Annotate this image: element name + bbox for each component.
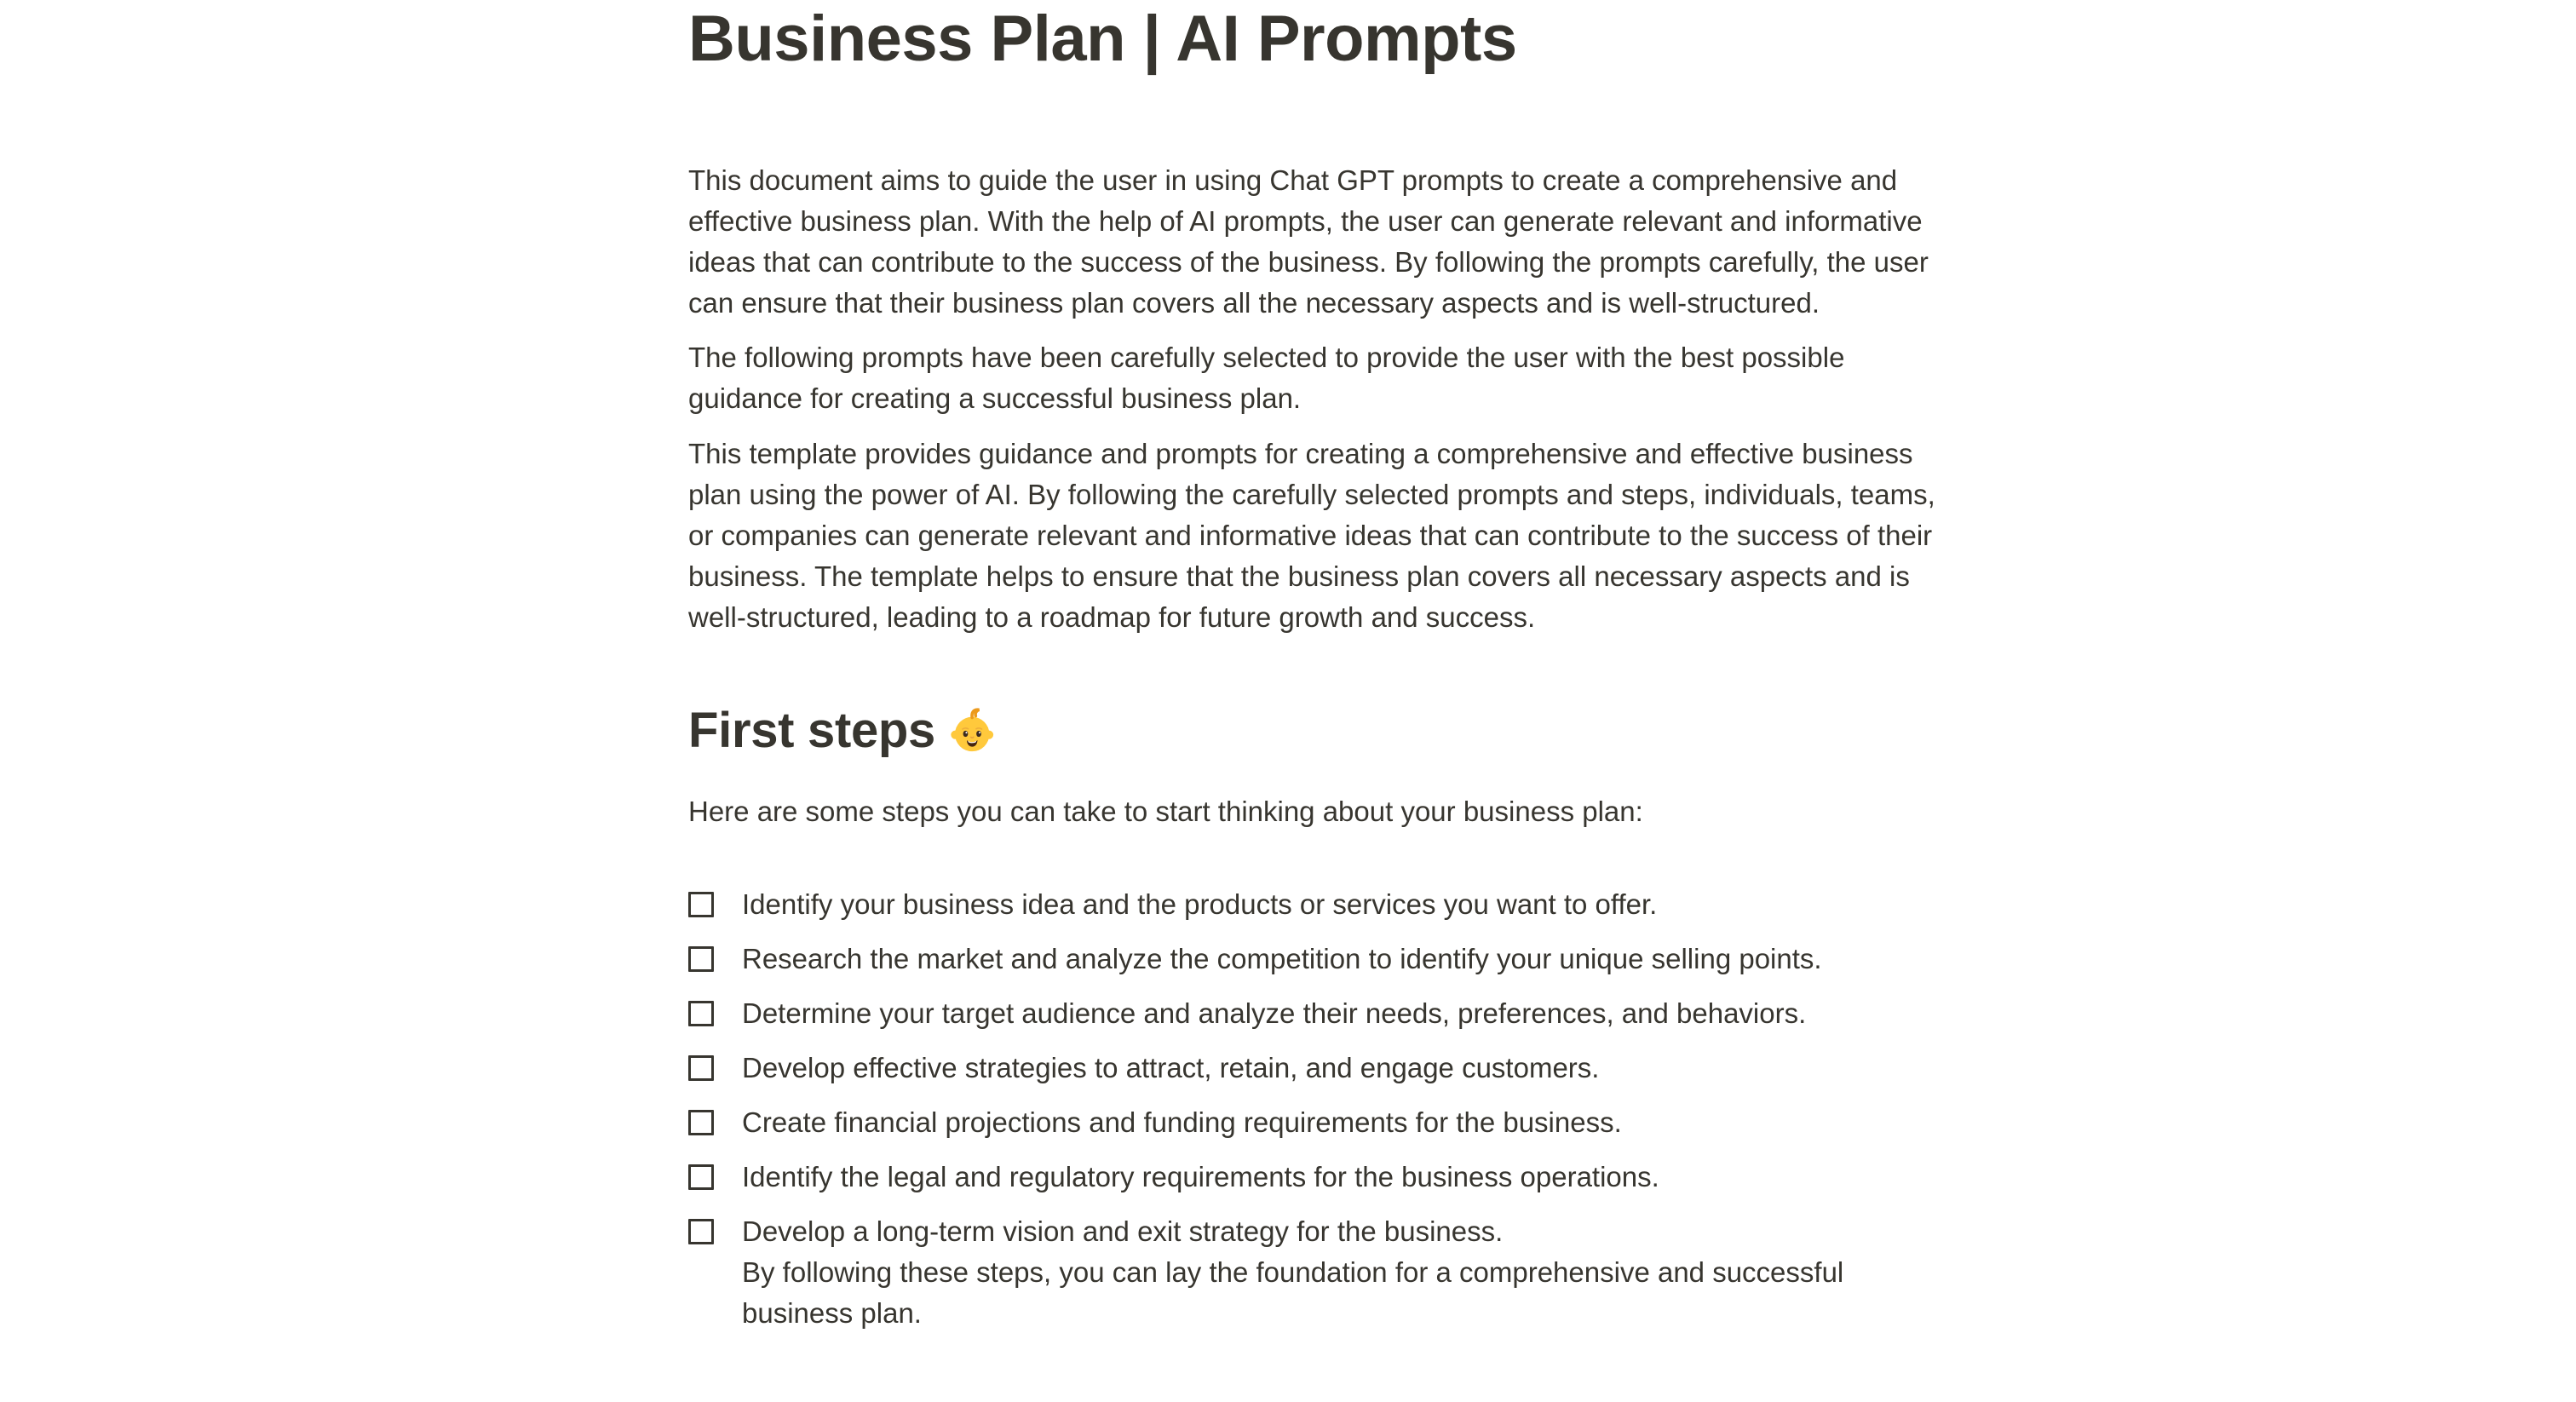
todo-checkbox[interactable] — [688, 1219, 714, 1244]
intro-paragraph-2: The following prompts have been carefully selected to provide the user with the best possible guidance for creating a successful business plan. — [688, 342, 1845, 414]
todo-label: Identify the legal and regulatory requirements for the business operations. — [742, 1161, 1659, 1192]
todo-checkbox[interactable] — [688, 1110, 714, 1135]
todo-checkbox[interactable] — [688, 1164, 714, 1190]
todo-label: Research the market and analyze the competition to identify your unique selling points. — [742, 943, 1822, 974]
todo-checkbox[interactable] — [688, 946, 714, 972]
todo-item — [688, 1157, 1959, 1198]
baby-emoji-icon — [949, 707, 997, 755]
todo-label: Determine your target audience and analyze their needs, preferences, and behaviors. — [742, 997, 1807, 1029]
todo-item — [688, 1048, 1959, 1089]
page-title: Business Plan | AI Prompts — [688, 3, 1517, 75]
todo-item — [688, 939, 1959, 980]
section-lead: Here are some steps you can take to start thinking about your business plan: — [688, 796, 1643, 827]
intro-paragraph-1: This document aims to guide the user in using Chat GPT prompts to create a comprehensive and effective business plan. With the help of AI prompts, the user can generate relevant and informative ideas that can contribute to the success of the business. By following the prompts carefully, the user can ensure that their business plan covers all the necessary aspects and is well-structured. — [688, 164, 1929, 319]
todo-checkbox[interactable] — [688, 1001, 714, 1026]
section-heading-first-steps — [688, 698, 1959, 763]
document-content — [688, 0, 1959, 1347]
todo-item — [688, 884, 1959, 925]
todo-label: Develop a long-term vision and exit strategy for the business. — [742, 1215, 1504, 1247]
todo-label: Develop effective strategies to attract, retain, and engage customers. — [742, 1052, 1600, 1083]
todo-text-group — [742, 1211, 1959, 1334]
todo-label: Identify your business idea and the products or services you want to offer. — [742, 888, 1658, 920]
todo-item — [688, 1102, 1959, 1143]
todo-item — [688, 1211, 1959, 1334]
todo-list — [688, 884, 1959, 1334]
todo-item — [688, 993, 1959, 1034]
section-heading-text: First steps — [688, 703, 936, 758]
todo-checkbox[interactable] — [688, 1055, 714, 1081]
todo-checkbox[interactable] — [688, 892, 714, 917]
todo-label: Create financial projections and funding requirements for the business. — [742, 1106, 1622, 1138]
intro-paragraph-3: This template provides guidance and prompts for creating a comprehensive and effective business plan using the power of AI. By following the carefully selected prompts and steps, individuals, teams, or companies can generate relevant and informative ideas that can contribute to the success of their business. The template helps to ensure that the business plan covers all necessary aspects and is well-structured, leading to a roadmap for future growth and success. — [688, 438, 1935, 633]
todo-note: By following these steps, you can lay the foundation for a comprehensive and successful business plan. — [742, 1256, 1844, 1329]
